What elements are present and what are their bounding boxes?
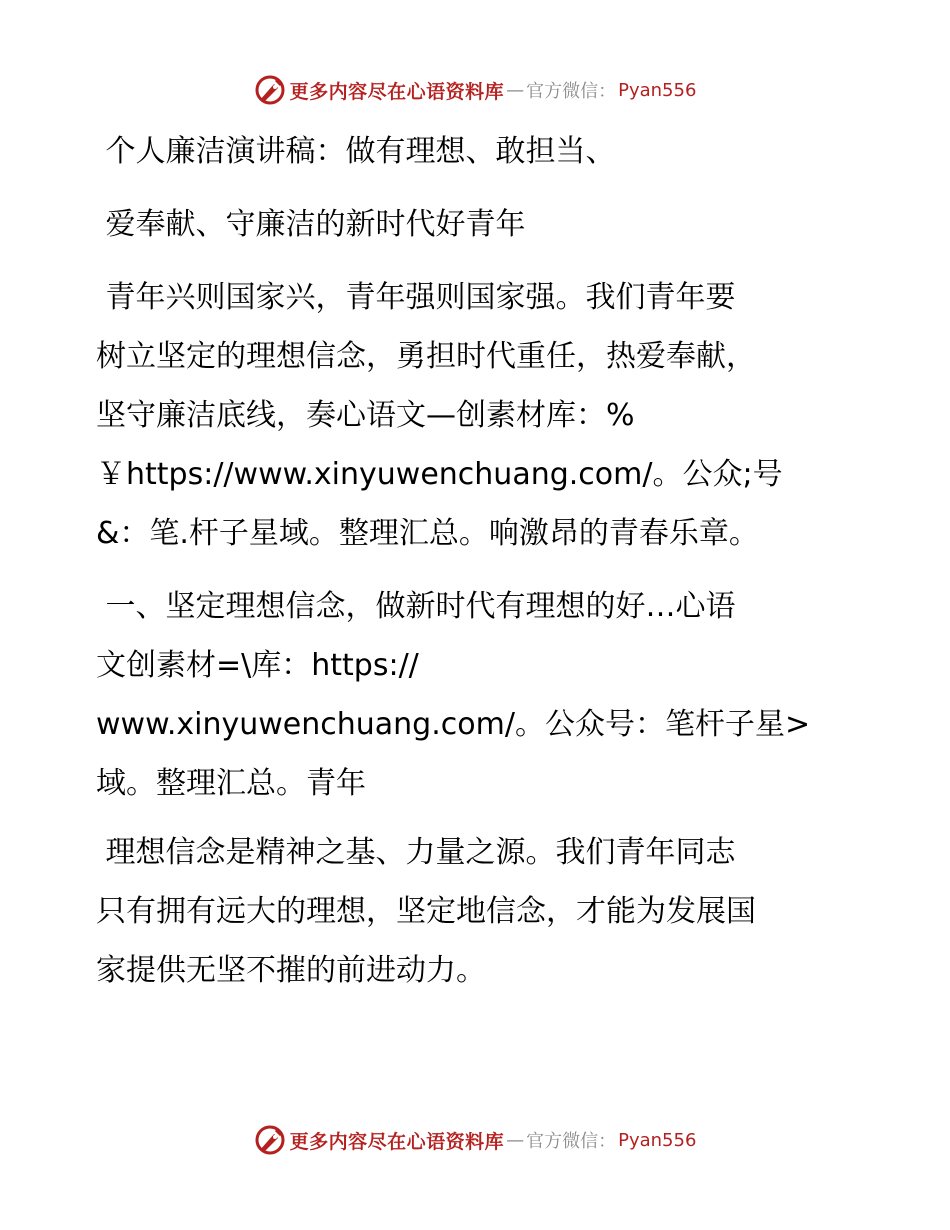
pen-nib-logo-icon: [254, 74, 286, 106]
brand-text: 更多内容尽在心语资料库: [289, 1130, 505, 1153]
wechat-label: 官方微信：: [526, 1131, 617, 1152]
paragraph-1-line-2: 树立坚定的理想信念，勇担时代重任，热爱奉献，: [96, 339, 756, 374]
paragraph-2-line-1: 理想信念是精神之基、力量之源。我们青年同志: [96, 835, 736, 870]
paragraph-1-line-3: 坚守廉洁底线，奏心语文—创素材库：%: [96, 398, 635, 433]
pen-nib-logo-icon: [254, 1124, 286, 1156]
banner-separator: —: [506, 79, 525, 101]
wechat-id: Pyan556: [618, 79, 697, 101]
document-title-line-2: 爱奉献、守廉洁的新时代好青年: [96, 207, 526, 242]
section-heading-line-2: 文创素材=\库：https://: [96, 648, 419, 683]
paragraph-1-line-4: ￥https://www.xinyuwenchuang.com/。公众;号: [96, 457, 783, 492]
wechat-label: 官方微信：: [526, 81, 617, 102]
paragraph-1-line-5: &：笔.杆子星域。整理汇总。响激昂的青春乐章。: [96, 516, 759, 551]
brand-text: 更多内容尽在心语资料库: [289, 80, 505, 103]
section-heading-line-3: www.xinyuwenchuang.com/。公众号：笔杆子星>: [96, 707, 811, 742]
document-body: [96, 122, 856, 1000]
paragraph-1-line-1: 青年兴则国家兴，青年强则国家强。我们青年要: [96, 280, 736, 315]
banner-separator: —: [506, 1129, 525, 1151]
section-heading-line-1: 一、坚定理想信念，做新时代有理想的好…心语: [96, 589, 736, 624]
document-title-line-1: 个人廉洁演讲稿：做有理想、敢担当、: [96, 134, 616, 169]
section-heading-line-4: 域。整理汇总。青年: [96, 766, 366, 801]
wechat-id: Pyan556: [618, 1129, 697, 1151]
paragraph-2-line-2: 只有拥有远大的理想，坚定地信念，才能为发展国: [96, 894, 756, 929]
header-banner: [0, 70, 950, 110]
paragraph-2-line-3: 家提供无坚不摧的前进动力。: [96, 953, 486, 988]
footer-banner: [0, 1120, 950, 1160]
